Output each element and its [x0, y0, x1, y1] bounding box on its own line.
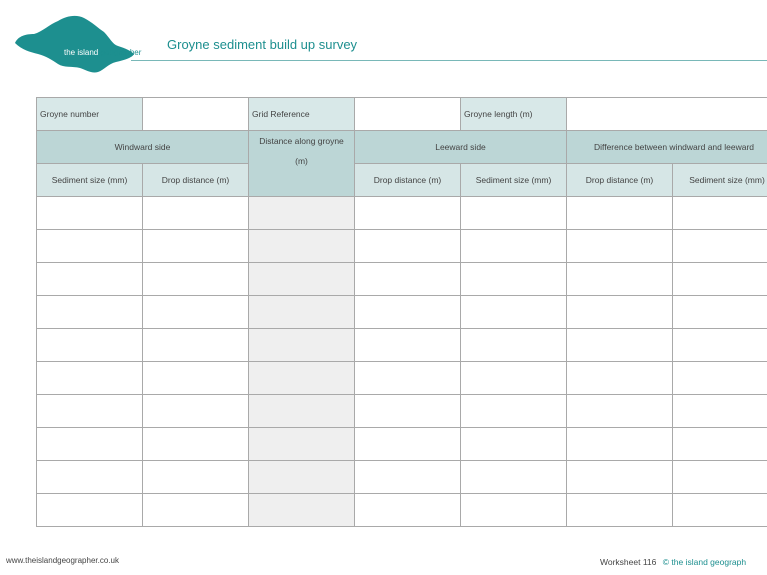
entry-cell[interactable]: [143, 263, 249, 296]
entry-cell[interactable]: [673, 296, 767, 329]
grid-reference-field[interactable]: [355, 98, 461, 131]
entry-cell[interactable]: [461, 329, 567, 362]
entry-cell[interactable]: [355, 395, 461, 428]
entry-cell[interactable]: [673, 461, 767, 494]
entry-cell[interactable]: [37, 230, 143, 263]
table-row: [37, 263, 767, 296]
entry-cell[interactable]: [249, 362, 355, 395]
entry-cell[interactable]: [567, 230, 673, 263]
entry-cell[interactable]: [461, 395, 567, 428]
entry-cell[interactable]: [249, 428, 355, 461]
entry-cell[interactable]: [249, 296, 355, 329]
entry-cell[interactable]: [673, 395, 767, 428]
entry-cell[interactable]: [37, 395, 143, 428]
entry-cell[interactable]: [461, 461, 567, 494]
entry-cell[interactable]: [567, 329, 673, 362]
entry-cell[interactable]: [461, 296, 567, 329]
table-row: [37, 362, 767, 395]
entry-cell[interactable]: [143, 494, 249, 527]
entry-cell[interactable]: [355, 494, 461, 527]
entry-cell[interactable]: [355, 362, 461, 395]
table-row: [37, 428, 767, 461]
difference-drop-distance-header: Drop distance (m): [567, 164, 673, 197]
entry-cell[interactable]: [249, 197, 355, 230]
groyne-number-label: Groyne number: [37, 98, 143, 131]
table-row: [37, 494, 767, 527]
survey-table: [36, 97, 767, 527]
entry-cell[interactable]: [673, 494, 767, 527]
groyne-length-field[interactable]: [567, 98, 767, 131]
entry-cell[interactable]: [143, 296, 249, 329]
entry-cell[interactable]: [461, 263, 567, 296]
entry-cell[interactable]: [673, 263, 767, 296]
entry-cell[interactable]: [355, 230, 461, 263]
entry-cell[interactable]: [461, 494, 567, 527]
entry-cell[interactable]: [673, 362, 767, 395]
groyne-length-label: Groyne length (m): [461, 98, 567, 131]
grid-reference-label: Grid Reference: [249, 98, 355, 131]
entry-cell[interactable]: [143, 329, 249, 362]
entry-cell[interactable]: [461, 428, 567, 461]
entry-cell[interactable]: [355, 329, 461, 362]
entry-cell[interactable]: [567, 395, 673, 428]
table-row: [37, 329, 767, 362]
entry-cell[interactable]: [143, 461, 249, 494]
entry-cell[interactable]: [567, 263, 673, 296]
entry-cell[interactable]: [355, 263, 461, 296]
entry-cell[interactable]: [249, 461, 355, 494]
leeward-side-header: Leeward side: [355, 131, 567, 164]
entry-cell[interactable]: [567, 461, 673, 494]
website-url: www.theislandgeographer.co.uk: [6, 556, 119, 565]
entry-cell[interactable]: [567, 494, 673, 527]
entry-cell[interactable]: [355, 296, 461, 329]
entry-cell[interactable]: [673, 428, 767, 461]
entry-cell[interactable]: [37, 263, 143, 296]
worksheet-footer: [600, 557, 746, 567]
entry-cell[interactable]: [249, 329, 355, 362]
island-logo: [12, 12, 147, 72]
leeward-drop-distance-header: Drop distance (m): [355, 164, 461, 197]
header-divider: [131, 60, 767, 61]
entry-cell[interactable]: [143, 428, 249, 461]
data-rows: [37, 197, 767, 527]
table-row: [37, 230, 767, 263]
entry-cell[interactable]: [673, 329, 767, 362]
difference-sediment-size-header: Sediment size (mm): [673, 164, 767, 197]
copyright-brand: © the island geograph: [662, 557, 747, 567]
entry-cell[interactable]: [567, 197, 673, 230]
table-row: [37, 296, 767, 329]
logo-text: the island geographer: [64, 48, 142, 57]
entry-cell[interactable]: [673, 197, 767, 230]
groyne-number-field[interactable]: [143, 98, 249, 131]
leeward-sediment-size-header: Sediment size (mm): [461, 164, 567, 197]
windward-side-header: Windward side: [37, 131, 249, 164]
entry-cell[interactable]: [37, 362, 143, 395]
page-title: Groyne sediment build up survey: [167, 37, 358, 52]
entry-cell[interactable]: [37, 329, 143, 362]
entry-cell[interactable]: [143, 197, 249, 230]
entry-cell[interactable]: [355, 461, 461, 494]
entry-cell[interactable]: [143, 362, 249, 395]
entry-cell[interactable]: [461, 197, 567, 230]
entry-cell[interactable]: [37, 461, 143, 494]
isle-of-wight-map-icon: [12, 12, 147, 74]
entry-cell[interactable]: [37, 197, 143, 230]
entry-cell[interactable]: [143, 230, 249, 263]
windward-drop-distance-header: Drop distance (m): [143, 164, 249, 197]
entry-cell[interactable]: [355, 197, 461, 230]
entry-cell[interactable]: [567, 362, 673, 395]
entry-cell[interactable]: [461, 362, 567, 395]
entry-cell[interactable]: [355, 428, 461, 461]
entry-cell[interactable]: [37, 428, 143, 461]
entry-cell[interactable]: [37, 296, 143, 329]
entry-cell[interactable]: [461, 230, 567, 263]
table-row: [37, 197, 767, 230]
entry-cell[interactable]: [37, 494, 143, 527]
entry-cell[interactable]: [249, 395, 355, 428]
entry-cell[interactable]: [249, 230, 355, 263]
distance-along-groyne-header: Distance along groyne (m): [249, 131, 355, 197]
table-row: [37, 461, 767, 494]
table-row: [37, 395, 767, 428]
difference-header: Difference between windward and leeward: [567, 131, 767, 164]
windward-sediment-size-header: Sediment size (mm): [37, 164, 143, 197]
worksheet-number: Worksheet 116: [600, 557, 657, 567]
entry-cell[interactable]: [567, 296, 673, 329]
entry-cell[interactable]: [249, 494, 355, 527]
entry-cell[interactable]: [567, 428, 673, 461]
entry-cell[interactable]: [143, 395, 249, 428]
entry-cell[interactable]: [673, 230, 767, 263]
entry-cell[interactable]: [249, 263, 355, 296]
